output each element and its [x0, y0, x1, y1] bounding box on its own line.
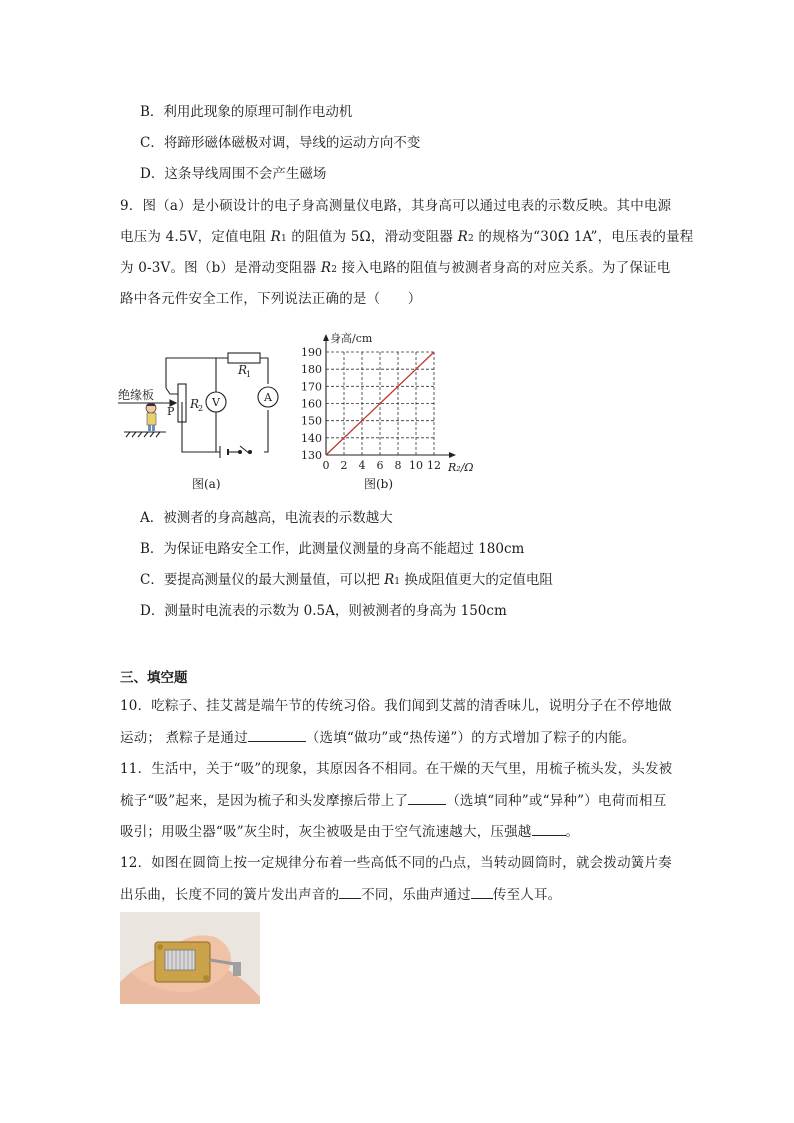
x-axis-arrow — [449, 452, 456, 458]
x-axis-label: R₂/Ω — [448, 461, 474, 474]
r1-label: R — [238, 363, 248, 377]
answer-blank — [532, 822, 566, 836]
voltmeter-label: V — [212, 396, 220, 409]
r2-symbol: R — [320, 260, 332, 276]
q10-text: （选填“做功”或“热传递”）的方式增加了粽子的内能。 — [305, 730, 636, 746]
fig-b-caption: 图(b) — [364, 477, 394, 491]
x-tick-label: 10 — [409, 459, 423, 472]
height-resistance-chart — [301, 331, 474, 474]
x-tick-label: 8 — [394, 459, 402, 472]
q12-text: 出乐曲，长度不同的簧片发出声音的 — [120, 887, 340, 903]
q9-figures — [118, 322, 488, 497]
q12-text: 传至人耳。 — [492, 887, 562, 903]
y-tick-label: 170 — [301, 380, 322, 394]
q9-text: 的阻值为 5Ω，滑动变阻器 — [286, 229, 458, 245]
x-tick-label: 2 — [340, 459, 348, 472]
q12-line-1: 12．如图在圆筒上按一定规律分布着一些高低不同的凸点，当转动圆筒时，就会拨动簧片奏 — [120, 855, 672, 871]
option-d-prev: D．这条导线周围不会产生磁场 — [140, 166, 327, 182]
q10-text: 运动； 煮粽子是通过 — [120, 730, 248, 746]
y-tick-label: 180 — [301, 363, 322, 377]
x-tick-label: 12 — [427, 459, 441, 472]
answer-blank — [471, 885, 493, 899]
q9-text: 为 0-3V。图（b）是滑动变阻器 — [120, 260, 321, 276]
q9-option-b: B．为保证电路安全工作，此测量仪测量的身高不能超过 180cm — [140, 541, 525, 557]
music-box-image — [120, 912, 260, 1004]
slider-p-label: P — [167, 405, 175, 418]
circuit-wire — [260, 358, 268, 384]
r1-label-sub: 1 — [246, 370, 252, 379]
y-tick-label: 150 — [301, 414, 322, 428]
q11-text: （选填“同种”或“异种”）电荷而相互 — [446, 793, 667, 809]
r1-subscript: 1 — [394, 577, 401, 587]
option-c-prev: C．将蹄形磁体磁极对调，导线的运动方向不变 — [140, 135, 421, 151]
answer-blank — [339, 885, 361, 899]
insulator-label: 绝缘板 — [118, 388, 155, 402]
q11-text: 梳子“吸”起来，是因为梳子和头发摩擦后带上了 — [120, 793, 409, 809]
q9-option-c — [140, 571, 553, 591]
option-b-prev: B．利用此现象的原理可制作电动机 — [140, 104, 353, 120]
q9-line-1: 9．图（a）是小硕设计的电子身高测量仪电路，其身高可以通过电表的示数反映。其中电源 — [120, 198, 672, 214]
person-icon — [146, 403, 156, 432]
r2-label: R — [190, 397, 200, 411]
r1-symbol: R — [270, 229, 281, 245]
r1-resistor — [228, 353, 260, 363]
q9-text: 的规格为“30Ω 1A”，电压表的量程 — [473, 229, 694, 245]
r2-subscript: 2 — [331, 265, 338, 275]
r2-label-sub: 2 — [198, 404, 204, 413]
q10-line-1: 10．吃粽子、挂艾蒿是端午节的传统习俗。我们闻到艾蒿的清香味儿，说明分子在不停地做 — [120, 698, 672, 714]
q11-text: 吸引；用吸尘器“吸”灰尘时，灰尘被吸是由于空气流速越大，压强越 — [120, 824, 532, 840]
q9-text: 电压为 4.5V，定值电阻 — [120, 229, 271, 245]
q9-line-3 — [120, 259, 670, 279]
circuit-wire — [166, 358, 228, 388]
q9-option-a: A．被测者的身高越高，电流表的示数越大 — [140, 510, 393, 526]
y-tick-label: 190 — [301, 346, 322, 359]
q9-option-d: D．测量时电流表的示数为 0.5A，则被测者的身高为 150cm — [140, 603, 507, 619]
q11-line-3 — [120, 822, 579, 841]
y-tick-label: 130 — [301, 449, 322, 462]
x-tick-label: 6 — [376, 459, 384, 472]
y-tick-label: 160 — [301, 397, 322, 411]
q11-line-1: 11．生活中，关于“吸”的现象，其原因各不相同。在干燥的天气里，用梳子梳头发，头发被 — [120, 761, 673, 777]
r2-symbol: R — [457, 229, 468, 245]
ammeter-label: A — [264, 391, 272, 404]
ground-hatch — [126, 432, 160, 437]
q9-line-4: 路中各元件安全工作，下列说法正确的是（ ） — [120, 291, 422, 307]
r2-subscript: 2 — [467, 234, 474, 244]
switch-contact — [239, 451, 242, 454]
option-text: C．要提高测量仪的最大测量值，可以把 — [140, 572, 385, 588]
answer-blank — [408, 791, 446, 805]
q12-text: 不同，乐曲声通过 — [361, 887, 471, 903]
circuit-wire — [264, 410, 268, 452]
q10-line-2 — [120, 728, 636, 747]
x-tick-label: 0 — [322, 459, 330, 472]
q9-line-2 — [120, 228, 694, 248]
q9-text: 接入电路的阻值与被测者身高的对应关系。为了保证电 — [337, 260, 671, 276]
x-tick-label: 4 — [358, 459, 366, 472]
r1-symbol: R — [384, 572, 395, 588]
slider-wire — [166, 388, 178, 394]
y-axis-arrow — [323, 334, 329, 341]
r1-subscript: 1 — [280, 234, 287, 244]
q11-text: 。 — [565, 824, 580, 840]
q11-line-2 — [120, 791, 666, 810]
section-title: 三、填空题 — [120, 670, 188, 686]
answer-blank — [248, 728, 306, 742]
y-tick-label: 140 — [301, 431, 322, 445]
fig-a-caption: 图(a) — [192, 477, 221, 491]
y-axis-label: 身高/cm — [330, 332, 373, 345]
option-text: 换成阻值更大的定值电阻 — [400, 572, 553, 588]
switch-contact — [249, 451, 252, 454]
q12-line-2 — [120, 885, 561, 904]
